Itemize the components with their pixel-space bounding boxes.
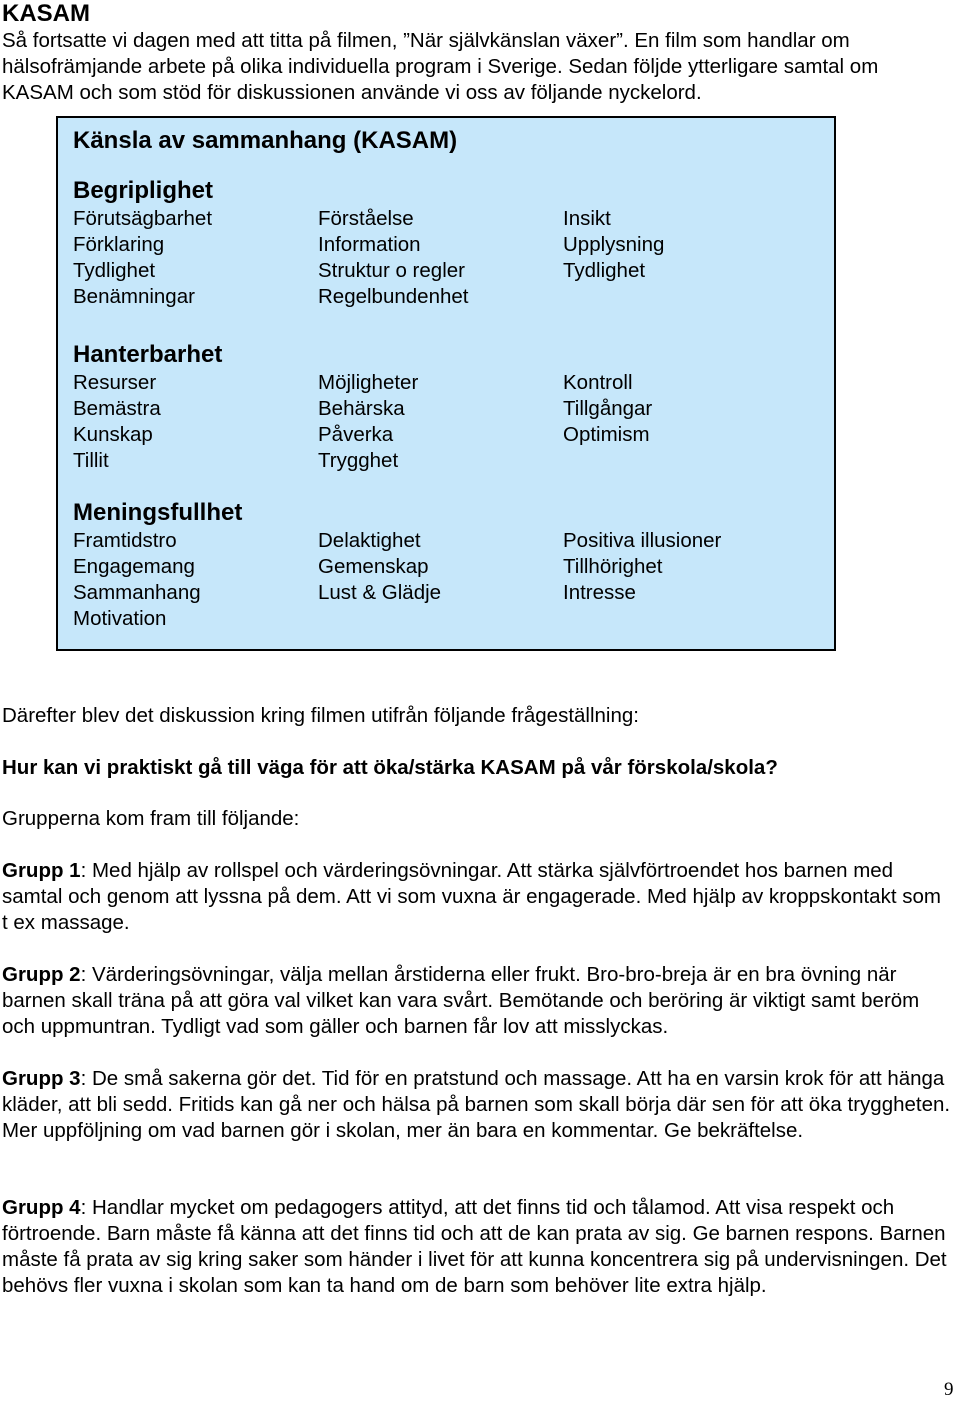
keyword [563, 606, 813, 632]
discussion-question: Hur kan vi praktiskt gå till väga för att öka/stärka KASAM på vår förskola/skola? [2, 756, 778, 779]
keyword: Upplysning [563, 233, 665, 256]
keyword: Positiva illusioner [563, 529, 722, 552]
group-label: Grupp 3 [2, 1067, 81, 1090]
discussion-lead: Därefter blev det diskussion kring filmen utifrån följande frågeställning: [2, 704, 639, 727]
group-2-paragraph [2, 962, 952, 1040]
page-title: KASAM [2, 0, 90, 27]
keyword: Tillgångar [563, 397, 653, 420]
keyword: Förståelse [318, 207, 414, 230]
keyword: Gemenskap [318, 555, 429, 578]
kasam-keyword-box [56, 116, 836, 651]
keyword: Behärska [318, 397, 405, 420]
keyword: Resurser [73, 371, 157, 394]
groups-intro: Grupperna kom fram till följande: [2, 807, 300, 830]
keyword [563, 284, 813, 310]
keyword: Information [318, 233, 421, 256]
keyword: Tillhörighet [563, 555, 663, 578]
keyword: Regelbundenhet [318, 285, 469, 308]
group-label: Grupp 2 [2, 963, 81, 986]
keyword: Förklaring [73, 233, 165, 256]
keyword: Tydlighet [563, 259, 646, 282]
page-number: 9 [944, 1379, 954, 1400]
group-label: Grupp 4 [2, 1196, 81, 1219]
keyword: Påverka [318, 423, 394, 446]
keyword: Delaktighet [318, 529, 421, 552]
group-4-paragraph [2, 1195, 952, 1299]
keyword: Trygghet [318, 449, 399, 472]
keyword: Sammanhang [73, 581, 201, 604]
group-1-paragraph [2, 858, 952, 936]
keyword: Framtidstro [73, 529, 177, 552]
keyword: Engagemang [73, 555, 195, 578]
keyword: Kontroll [563, 371, 633, 394]
keyword-grid [73, 206, 813, 310]
group-3-paragraph [2, 1066, 952, 1144]
section-heading: Begriplighet [73, 177, 214, 204]
keyword: Bemästra [73, 397, 161, 420]
keyword: Optimism [563, 423, 650, 446]
keyword: Tydlighet [73, 259, 156, 282]
group-text: : Handlar mycket om pedagogers attityd, att det finns tid och tålamod. Att visa respekt och förtroende. Barn måste få känna att det finns tid och att de kan prata av sig. Ge barnen respons. Barnen måste få prata av sig kring saker som händer i livet för att kunna koncentrera sig på undervisningen. Det behövs fler vuxna i skolan som kan ta hand om de barn som behöver lite extra hjälp. [2, 1196, 947, 1297]
keyword-grid [73, 370, 813, 474]
section-heading: Meningsfullhet [73, 499, 243, 526]
keyword: Benämningar [73, 285, 195, 308]
keyword [563, 448, 813, 474]
group-text: : Värderingsövningar, välja mellan årstiderna eller frukt. Bro-bro-breja är en bra övning när barnen skall träna på att göra val vilket kan vara svårt. Bemötande och beröring är viktigt samt beröm och uppmuntran. Tydligt vad som gäller och barnen får lov att misslyckas. [2, 963, 920, 1038]
keyword: Kunskap [73, 423, 153, 446]
keyword: Förutsägbarhet [73, 207, 213, 230]
keyword: Tillit [73, 449, 109, 472]
section-meningsfullhet [73, 498, 813, 632]
keyword-grid [73, 528, 813, 632]
keyword: Motivation [73, 607, 167, 630]
keyword: Möjligheter [318, 371, 419, 394]
keyword: Struktur o regler [318, 259, 465, 282]
group-text: : Med hjälp av rollspel och värderingsövningar. Att stärka självförtroendet hos barnen med samtal och genom att lyssna på dem. Att vi som vuxna är engagerade. Med hjälp av kroppskontakt som t ex massage. [2, 859, 941, 934]
keyword: Intresse [563, 581, 636, 604]
group-text: : De små sakerna gör det. Tid för en pratstund och massage. Att ha en varsin krok för att hänga kläder, att bli sedd. Fritids kan gå ner och hälsa på barnen som skall börja där sen för att öka tryggheten. Mer uppföljning om vad barnen gör i skolan, mer än bara en kommentar. Ge bekräftelse. [2, 1067, 951, 1142]
keyword: Insikt [563, 207, 611, 230]
group-label: Grupp 1 [2, 859, 81, 882]
section-heading: Hanterbarhet [73, 341, 223, 368]
section-hanterbarhet [73, 340, 813, 474]
keyword: Lust & Glädje [318, 581, 442, 604]
intro-paragraph: Så fortsatte vi dagen med att titta på filmen, ”När självkänslan växer”. En film som handlar om hälsofrämjande arbete på olika individuella program i Sverige. Sedan följde ytterligare samtal om KASAM och som stöd för diskussionen använde vi oss av följande nyckelord. [2, 29, 879, 104]
keyword [318, 606, 563, 632]
box-title: Känsla av sammanhang (KASAM) [73, 127, 458, 154]
section-begriplighet [73, 176, 813, 310]
